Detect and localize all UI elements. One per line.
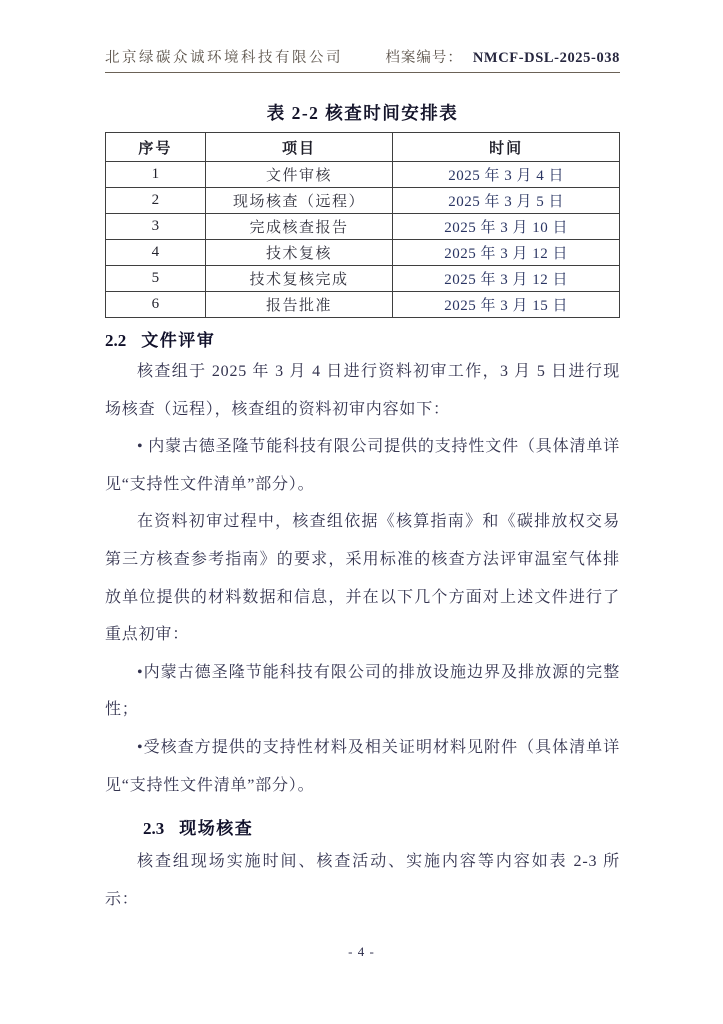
cell-item: 完成核查报告 xyxy=(205,214,393,240)
section-2-3-heading xyxy=(143,814,620,839)
archive-number-field xyxy=(385,46,620,67)
table-row xyxy=(106,292,620,318)
archive-label: 档案编号： xyxy=(385,50,463,66)
col-header-index: 序号 xyxy=(106,133,206,162)
bullet-emission-boundary: •内蒙古德圣隆节能科技有限公司的排放设施边界及排放源的完整性； xyxy=(105,663,620,719)
cell-index: 3 xyxy=(106,214,206,240)
cell-time: 2025 年 3 月 12 日 xyxy=(393,266,620,292)
archive-number: NMCF-DSL-2025-038 xyxy=(472,50,620,66)
cell-time: 2025 年 3 月 12 日 xyxy=(393,240,620,266)
cell-time: 2025 年 3 月 10 日 xyxy=(393,214,620,240)
cell-index: 2 xyxy=(106,188,206,214)
cell-item: 现场核查（远程） xyxy=(205,188,393,214)
schedule-table xyxy=(105,132,620,318)
paragraph-review-process: 在资料初审过程中，核查组依据《核算指南》和《碳排放权交易第三方核查参考指南》的要求，采用标准的核查方法评审温室气体排放单位提供的材料数据和信息，并在以下几个方面对上述文件进行了重点初审： xyxy=(105,513,620,644)
paragraph-document-review-intro: 核查组于 2025 年 3 月 4 日进行资料初审工作，3 月 5 日进行现场核查（远程），核查组的资料初审内容如下： xyxy=(105,363,620,418)
bullet-supporting-documents: • 内蒙古德圣隆节能科技有限公司提供的支持性文件（具体清单详见“支持性文件清单”部分）。 xyxy=(105,438,620,493)
cell-time: 2025 年 3 月 4 日 xyxy=(393,162,620,188)
table-row xyxy=(106,162,620,188)
cell-item: 文件审核 xyxy=(205,162,393,188)
table-row xyxy=(106,214,620,240)
cell-time: 2025 年 3 月 5 日 xyxy=(393,188,620,214)
cell-item: 技术复核完成 xyxy=(205,266,393,292)
cell-index: 4 xyxy=(106,240,206,266)
cell-time: 2025 年 3 月 15 日 xyxy=(393,292,620,318)
cell-item: 报告批准 xyxy=(205,292,393,318)
bullet-supporting-materials: •受核查方提供的支持性材料及相关证明材料见附件（具体清单详见“支持性文件清单”部分）。 xyxy=(105,738,620,794)
cell-index: 6 xyxy=(106,292,206,318)
cell-item: 技术复核 xyxy=(205,240,393,266)
table-title: 表 2-2 核查时间安排表 xyxy=(266,103,459,123)
table-header-row xyxy=(106,133,620,162)
paragraph-onsite-verification-intro: 核查组现场实施时间、核查活动、实施内容等内容如表 2-3 所示： xyxy=(105,853,620,908)
page-content xyxy=(105,0,620,918)
table-row xyxy=(106,266,620,292)
cell-index: 1 xyxy=(106,162,206,188)
table-row xyxy=(106,240,620,266)
page-header xyxy=(105,46,620,73)
cell-index: 5 xyxy=(106,266,206,292)
section-number: 2.3 xyxy=(143,819,165,839)
section-2-2-heading xyxy=(105,326,620,351)
col-header-item: 项目 xyxy=(205,133,393,162)
section-title: 文件评审 xyxy=(141,331,216,350)
table-row xyxy=(106,188,620,214)
section-number: 2.2 xyxy=(105,331,127,350)
page-number: - 4 - xyxy=(348,944,375,959)
company-name: 北京绿碳众诚环境科技有限公司 xyxy=(105,50,343,66)
section-title: 现场核查 xyxy=(179,819,254,839)
col-header-time: 时间 xyxy=(393,133,620,162)
